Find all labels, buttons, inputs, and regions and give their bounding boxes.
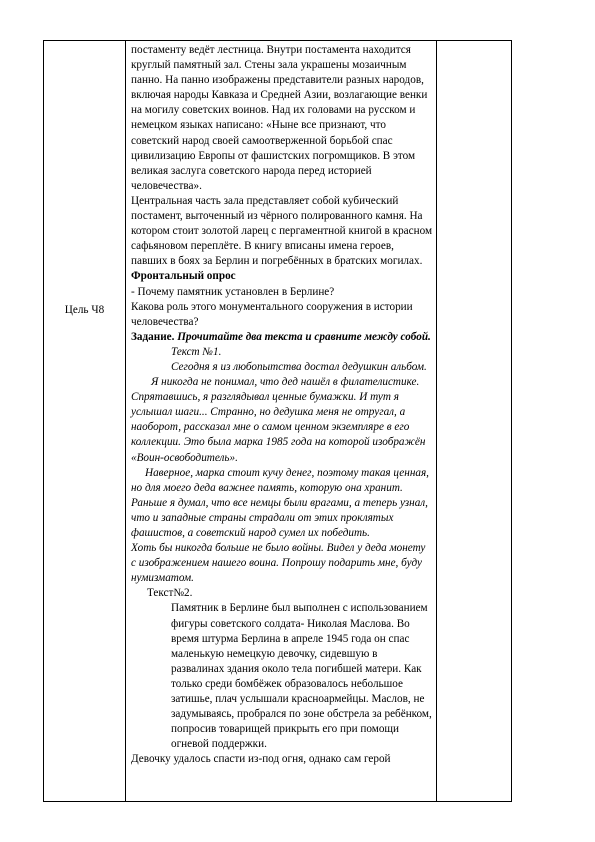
goal-label: Цель Ч8 <box>64 304 105 316</box>
paragraph: постаменту ведёт лестница. Внутри постамента находится круглый памятный зал. Стены зала украшены мозаичным панно. На панно изображены представители разных народов, включая народы Кавказа и Средней Азии, возлагающие венки на могилу советских воинов. Над их головами на русском и немецком языках написано: «Ныне все признают, что советский народ своей самоотверженной борьбой спас цивилизацию Европы от фашистских погромщиков. В этом великая заслуга советского народа перед историей человечества». <box>131 44 428 192</box>
empty-cell <box>437 41 511 801</box>
paragraph: Девочку удалось спасти из-под огня, однако сам герой <box>131 753 391 766</box>
paragraph: Текст№2. <box>147 587 193 600</box>
paragraph <box>131 330 433 345</box>
paragraph: Центральная часть зала представляет собой кубический постамент, выточенный из чёрного полированного камня. На котором стоит золотой ларец с пергаментной книгой в красном сафьяновом переплёте. В книгу вписаны имена героев, павших в боях за Берлин и погребённых в братских могилах. <box>131 194 433 268</box>
task-text: Прочитайте два текста и сравните между собой. <box>174 330 431 343</box>
paragraph: Хоть бы никогда больше не было войны. Видел у деда монету с изображением нашего воина. Попрошу подарить мне, буду нумизматом. <box>131 542 426 585</box>
paragraph: Памятник в Берлине был выполнен с использованием фигуры советского солдата- Николая Маслова. Во время штурма Берлина в апреле 1945 года он спас маленькую немецкую девочку, сидевшую в развалинах здания около тела погибшей матери. Как только среди бомбёжек образовалось небольшое затишье, плач услышали красноармейцы. Маслов, не задумываясь, пробрался по зоне обстрела за ребёнком, попросив товарищей прикрыть его при помощи огневой поддержки. <box>171 602 432 751</box>
paragraph: Какова роль этого монументального сооружения в истории человечества? <box>131 300 413 328</box>
paragraph: Текст №1. <box>171 345 222 358</box>
paragraph: Я никогда не понимал, что дед нашёл в филателистике. Спрятавшись, я разглядывал ценные бумажки. И тут я услышал шаги... Странно, но дедушка меня не отругал, а наоборот, рассказал мне о самом ценном экземпляре в его коллекции. Это была марка 1985 года на которой изображён «Воин-освободитель». <box>131 376 426 464</box>
column-divider <box>125 41 126 801</box>
paragraph: Фронтальный опрос <box>131 270 236 283</box>
lesson-table <box>43 40 512 802</box>
task-label: Задание. <box>131 330 175 343</box>
goal-cell <box>44 41 125 801</box>
paragraph: Сегодня я из любопытства достал дедушкин альбом. <box>171 360 427 373</box>
content-cell <box>131 43 433 768</box>
paragraph: Наверное, марка стоит кучу денег, поэтому такая ценная, но для моего деда важнее память, которую она хранит. Раньше я думал, что все немцы были врагами, а теперь узнал, что и западные страны страдали от этих проклятых фашистов, а советский народ сумел их победить. <box>131 466 429 539</box>
paragraph: - Почему памятник установлен в Берлине? <box>131 285 335 298</box>
